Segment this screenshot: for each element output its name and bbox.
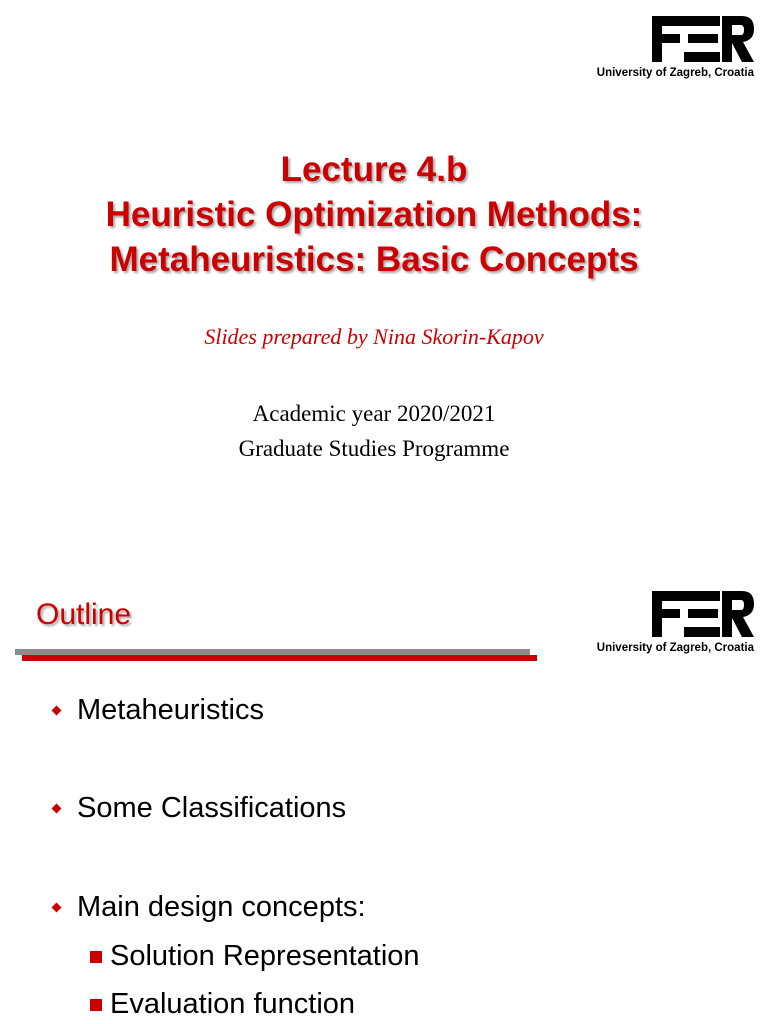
list-item	[50, 891, 366, 924]
logo-caption: University of Zagreb, Croatia	[596, 642, 754, 654]
author-subtitle: Slides prepared by Nina Skorin-Kapov	[204, 324, 544, 349]
bullet-text: Some Classifications	[77, 792, 347, 824]
academic-year: Academic year 2020/2021	[252, 401, 496, 426]
red-diamond-bullet-icon	[52, 804, 62, 814]
bullet-text: Metaheuristics	[77, 694, 264, 726]
bullet-text: Main design concepts:	[77, 891, 366, 923]
sub-list-item	[90, 988, 355, 1021]
title-line-2: Heuristic Optimization Methods:	[105, 195, 643, 234]
logo-caption: University of Zagreb, Croatia	[596, 67, 754, 79]
red-diamond-bullet-icon	[52, 706, 62, 716]
programme: Graduate Studies Programme	[238, 436, 510, 461]
fer-logo-icon	[652, 16, 754, 62]
list-item	[50, 694, 264, 727]
fer-logo-icon	[652, 591, 754, 637]
subbullet-text: Solution Representation	[110, 940, 420, 972]
outline-title: Outline	[36, 598, 132, 631]
red-square-bullet-icon	[90, 999, 102, 1011]
list-item	[50, 792, 346, 825]
lecture-title	[0, 147, 748, 282]
red-square-bullet-icon	[90, 951, 102, 963]
red-diamond-bullet-icon	[52, 903, 62, 913]
title-line-1: Lecture 4.b	[280, 150, 468, 189]
fer-logo	[594, 591, 754, 654]
title-rule	[22, 655, 537, 661]
course-info	[0, 396, 748, 466]
fer-logo	[594, 16, 754, 79]
title-line-3: Metaheuristics: Basic Concepts	[109, 240, 639, 279]
sub-list-item	[90, 940, 420, 973]
outline-slide	[0, 555, 768, 1024]
subbullet-text: Evaluation function	[110, 988, 356, 1020]
